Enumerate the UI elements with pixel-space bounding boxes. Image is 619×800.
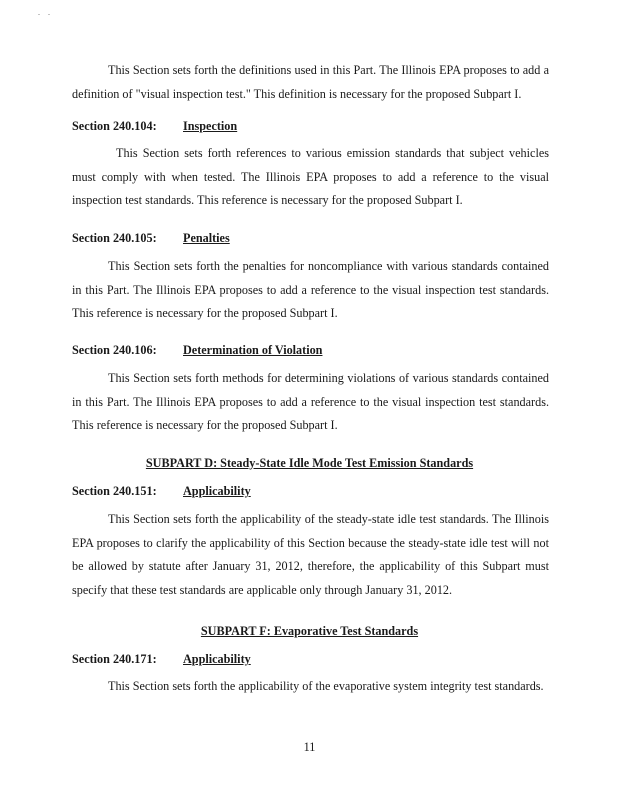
section-heading-240-151: [72, 483, 251, 499]
paragraph-inspection: This Section sets forth references to various emission standards that subject vehicles must comply with when tested. The Illinois EPA proposes to add a reference to the visual inspection test standards. This reference is necessary for the proposed Subpart I.: [72, 146, 549, 207]
scan-corner-mark: . .: [38, 8, 53, 17]
section-heading-240-171: [72, 651, 251, 667]
section-number: Section 240.151:: [72, 484, 157, 498]
paragraph-penalties: This Section sets forth the penalties for noncompliance with various standards contained in this Part. The Illinois EPA proposes to add a reference to the visual inspection test standards. This reference is necessary for the proposed Subpart I.: [72, 259, 549, 320]
section-title: Penalties: [183, 231, 230, 245]
paragraph-evaporative-applicability: This Section sets forth the applicability of the evaporative system integrity test standards.: [108, 679, 544, 693]
section-title: Applicability: [183, 652, 251, 666]
section-number: Section 240.104:: [72, 119, 157, 133]
subpart-d-heading: SUBPART D: Steady-State Idle Mode Test Emission Standards: [145, 456, 474, 470]
section-heading-240-105: [72, 230, 230, 246]
section-heading-240-106: [72, 342, 322, 358]
section-number: Section 240.105:: [72, 231, 157, 245]
section-number: Section 240.171:: [72, 652, 157, 666]
section-title: Determination of Violation: [183, 343, 323, 357]
section-title: Applicability: [183, 484, 251, 498]
section-heading-240-104: [72, 118, 237, 134]
section-number: Section 240.106:: [72, 343, 157, 357]
paragraph-steady-state-applicability: This Section sets forth the applicability of the steady-state idle test standards. The Illinois EPA proposes to clarify the applicability of this Section because the steady-state idle test will not be allowed by statute after January 31, 2012, therefore, the applicability of this Subpart must specify that these test standards are applicable only through January 31, 2012.: [72, 512, 549, 597]
subpart-f-heading: SUBPART F: Evaporative Test Standards: [200, 624, 419, 638]
paragraph-definitions: This Section sets forth the definitions used in this Part. The Illinois EPA proposes to add a definition of "visual inspection test." This definition is necessary for the proposed Subpart I.: [72, 63, 549, 101]
section-title: Inspection: [183, 119, 238, 133]
paragraph-determination: This Section sets forth methods for determining violations of various standards contained in this Part. The Illinois EPA proposes to add a reference to the visual inspection test standards. This reference is necessary for the proposed Subpart I.: [72, 371, 549, 432]
page-number: 11: [303, 740, 316, 754]
